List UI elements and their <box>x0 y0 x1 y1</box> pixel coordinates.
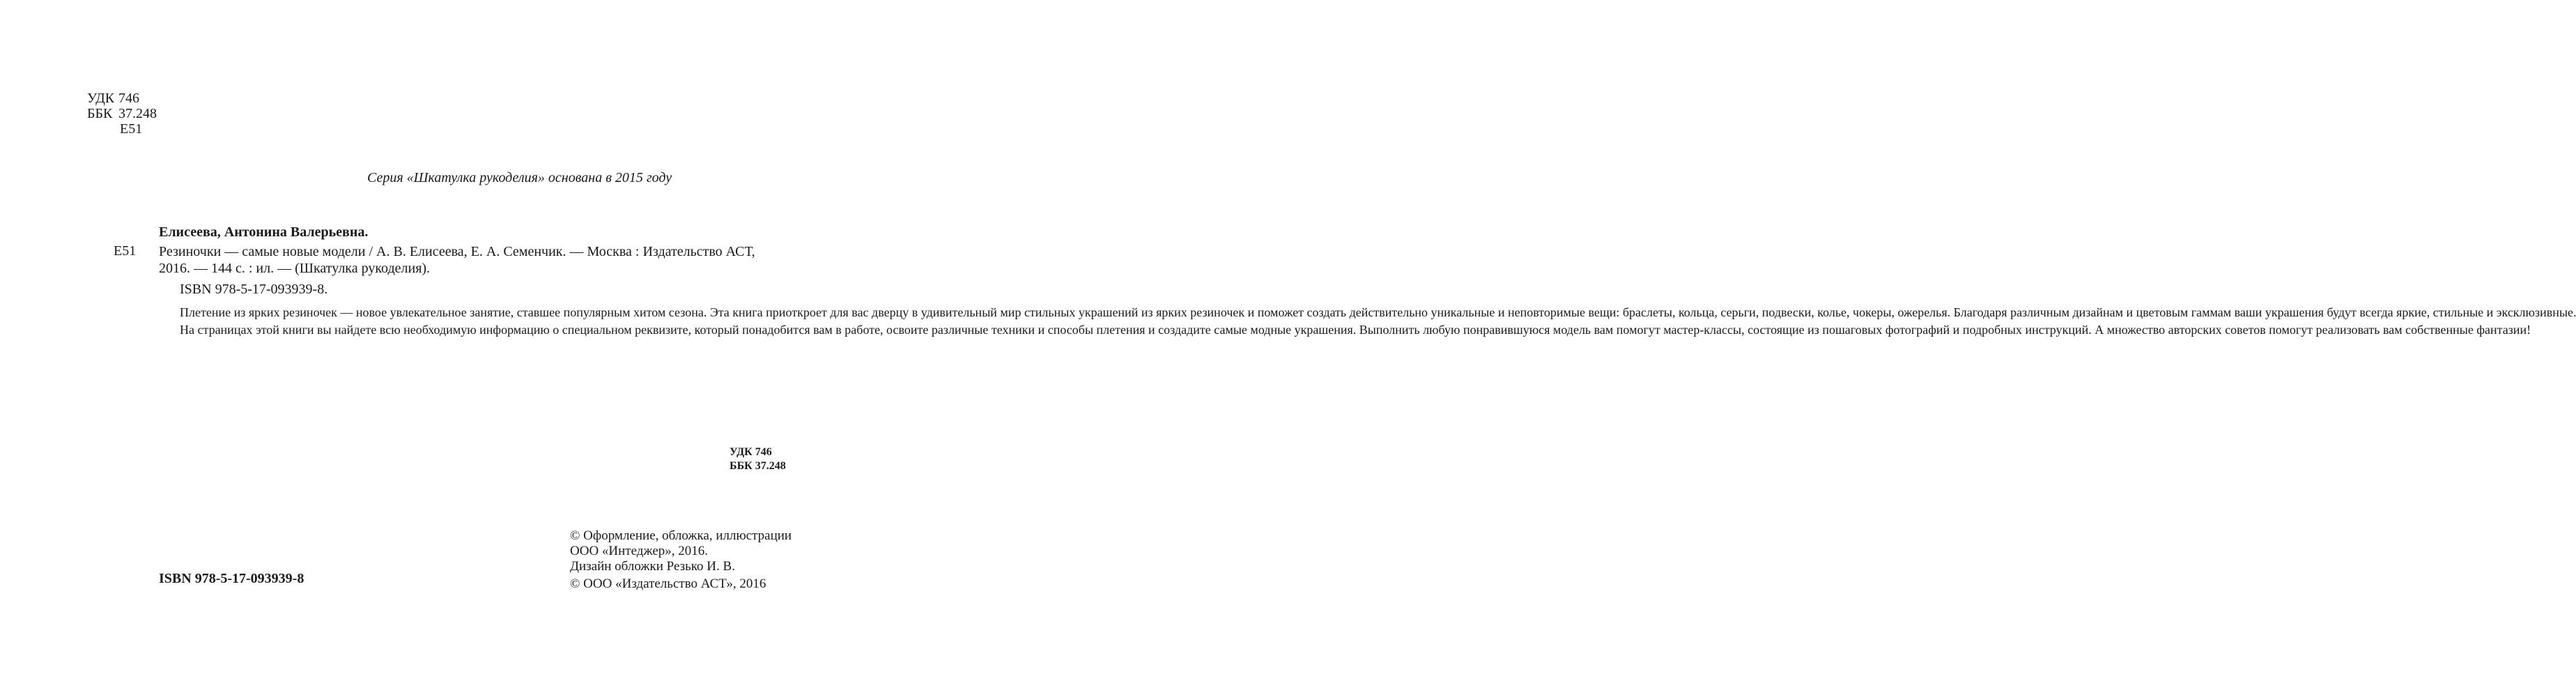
bbk-value: 37.248 <box>118 106 157 121</box>
card-isbn: ISBN 978-5-17-093939-8. <box>180 282 328 297</box>
author-sign-card: Е51 <box>114 243 137 259</box>
copyright-line-1: © Оформление, обложка, иллюстрации <box>570 528 792 543</box>
annotation-paragraph-2: На страницах этой книги вы найдете всю необходимую информацию о специальном реквизите, который понадобится вам в работе, освоите различные техники и способы плетения и создадите самые модные украшения. Выполнить любую понравившуюся модель вам помогут мастер-классы, состоящие из пошаговых фотографий и подробных инструкций. А множество авторских советов помогут реализовать вам собственные фантазии! <box>180 322 2531 337</box>
udk-bottom: УДК 746 <box>730 446 772 458</box>
bibliographic-title-line-1: Резиночки — самые новые модели / А. В. Елисеева, Е. А. Семенчик. — Москва : Издательство АСТ, <box>159 244 755 259</box>
copyright-line-4: © ООО «Издательство АСТ», 2016 <box>570 576 766 591</box>
annotation-paragraph-1: Плетение из ярких резиночек — новое увлекательное занятие, ставшее популярным хитом сезона. Эта книга приоткроет для вас дверцу в удивительный мир стильных украшений из ярких резиночек и поможет создать действительно уникальные и неповторимые вещи: браслеты, кольца, серьги, подвески, колье, чокеры, ожерелья. Благодаря различным дизайнам и цветовым гаммам ваши украшения будут всегда яркие, стильные и эксклюзивные. <box>180 305 2576 319</box>
bbk-bottom: ББК 37.248 <box>730 460 786 472</box>
copyright-line-3: Дизайн обложки Резько И. В. <box>570 559 735 574</box>
udk-row <box>87 91 157 106</box>
isbn-bottom: ISBN 978-5-17-093939-8 <box>159 571 304 586</box>
udk-value: 746 <box>118 91 139 106</box>
series-line: Серия «Шкатулка рукоделия» основана в 2015 году <box>367 170 672 185</box>
bibliographic-title-line-2: 2016. — 144 с. : ил. — (Шкатулка рукоделия). <box>159 261 431 276</box>
udk-label: УДК <box>87 91 115 106</box>
author-heading: Елисеева, Антонина Валерьевна. <box>159 224 369 240</box>
classification-codes-top <box>87 91 157 137</box>
author-sign-top: Е51 <box>120 121 143 137</box>
bbk-label: ББК <box>87 106 113 121</box>
copyright-block <box>570 528 792 592</box>
bbk-row <box>87 106 157 121</box>
catalog-card <box>159 224 2576 337</box>
classification-codes-bottom <box>730 445 786 473</box>
copyright-line-2: ООО «Интеджер», 2016. <box>570 544 709 558</box>
